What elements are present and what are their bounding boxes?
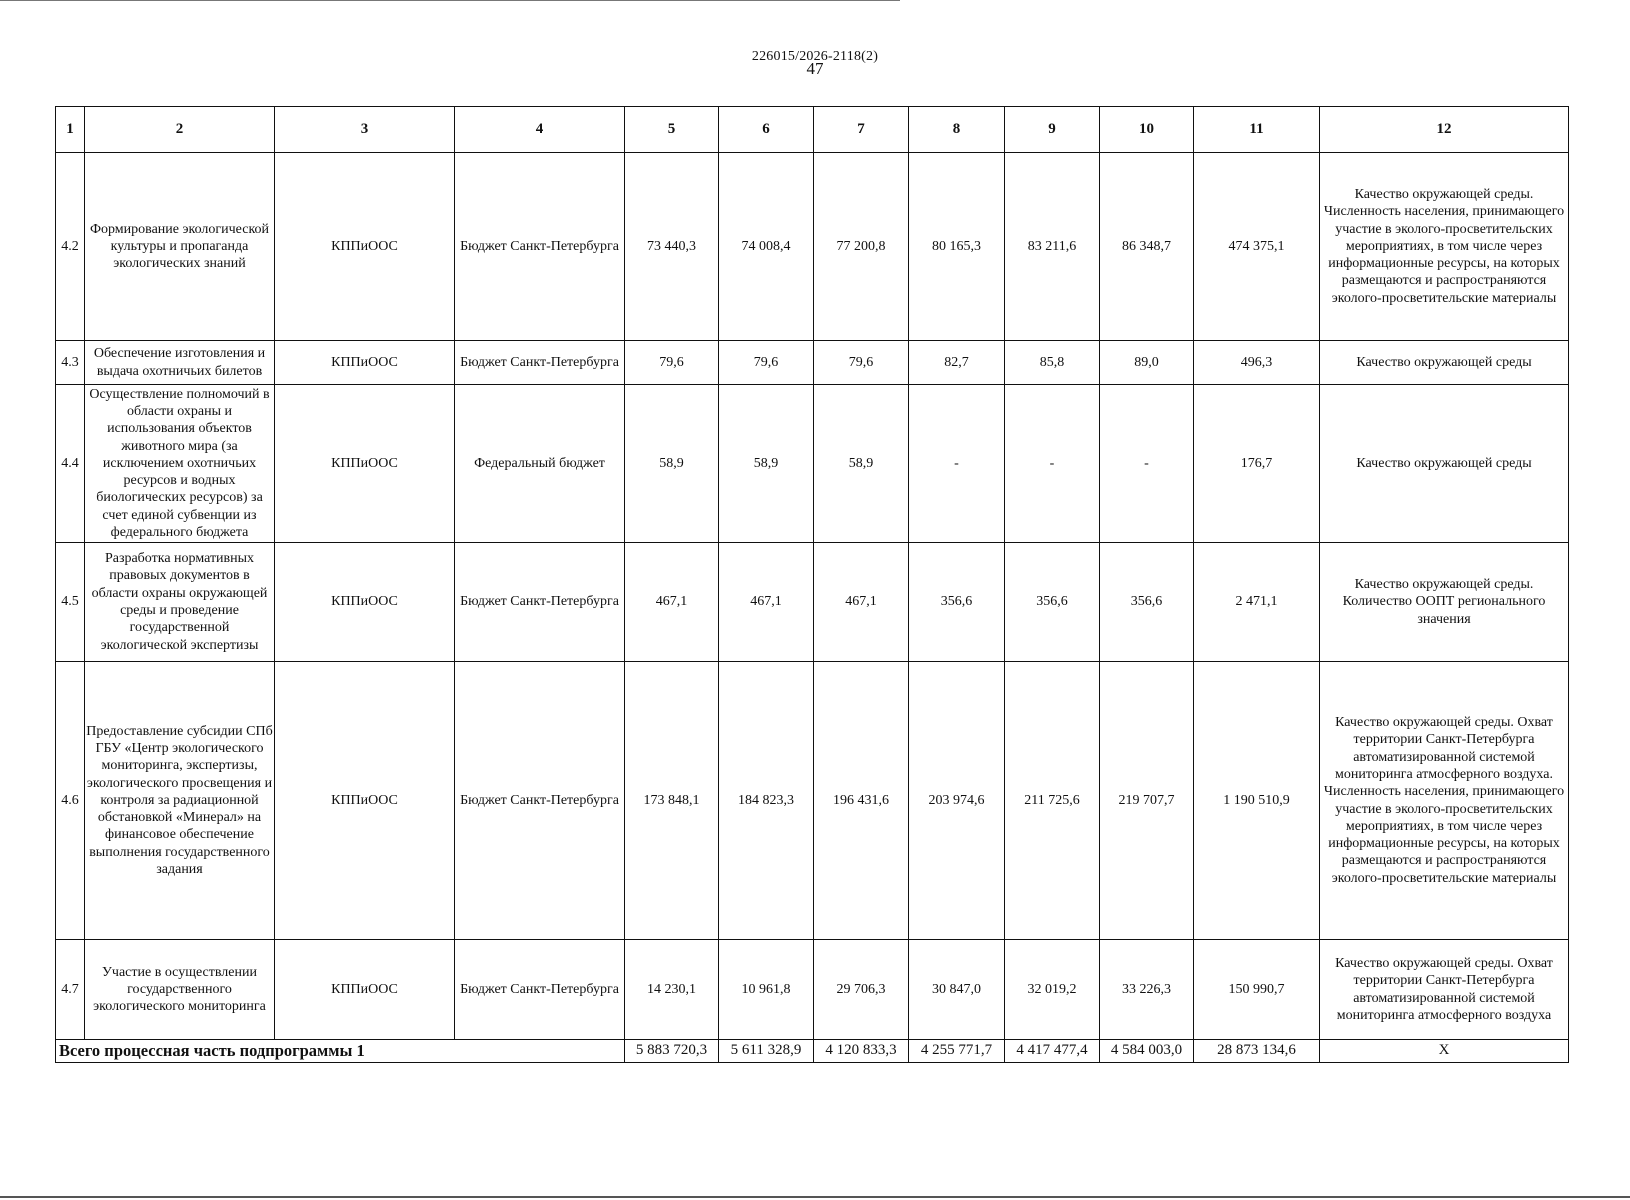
amount-cell: 80 165,3	[909, 153, 1005, 341]
total-label: Всего процессная часть подпрограммы 1	[56, 1040, 625, 1063]
amount-cell: 79,6	[719, 341, 814, 385]
column-header: 8	[909, 107, 1005, 153]
activity-name: Обеспечение изготовления и выдача охотничьих билетов	[85, 341, 275, 385]
amount-cell: 74 008,4	[719, 153, 814, 341]
column-header: 5	[625, 107, 719, 153]
amount-cell: 86 348,7	[1100, 153, 1194, 341]
amount-cell: -	[909, 385, 1005, 543]
activity-name: Разработка нормативных правовых документов в области охраны окружающей среды и проведение государственной экологической экспертизы	[85, 543, 275, 662]
funding-source: Федеральный бюджет	[455, 385, 625, 543]
amount-cell: 173 848,1	[625, 662, 719, 940]
scan-edge-top	[0, 0, 900, 1]
result-indicator: Качество окружающей среды. Численность населения, принимающего участие в эколого-просветительских мероприятиях, в том числе через информационные ресурсы, на которых размещаются и распространяются эколого-просветительские материалы	[1320, 153, 1569, 341]
page-number: 47	[806, 59, 824, 78]
executor: КППиООС	[275, 543, 455, 662]
amount-cell: 2 471,1	[1194, 543, 1320, 662]
column-header: 11	[1194, 107, 1320, 153]
amount-cell: 196 431,6	[814, 662, 909, 940]
table-row	[56, 153, 1569, 341]
amount-cell: 33 226,3	[1100, 940, 1194, 1040]
funding-source: Бюджет Санкт-Петербурга	[455, 662, 625, 940]
amount-cell: -	[1100, 385, 1194, 543]
activity-name: Участие в осуществлении государственного экологического мониторинга	[85, 940, 275, 1040]
executor: КППиООС	[275, 341, 455, 385]
amount-cell: 58,9	[814, 385, 909, 543]
scan-edge-bottom	[0, 1196, 1630, 1198]
amount-cell: 467,1	[814, 543, 909, 662]
amount-cell: 184 823,3	[719, 662, 814, 940]
row-number: 4.2	[56, 153, 85, 341]
column-header-row	[56, 107, 1569, 153]
amount-cell: 32 019,2	[1005, 940, 1100, 1040]
amount-cell: 10 961,8	[719, 940, 814, 1040]
amount-cell: 73 440,3	[625, 153, 719, 341]
funding-source: Бюджет Санкт-Петербурга	[455, 341, 625, 385]
amount-cell: 496,3	[1194, 341, 1320, 385]
total-amount-cell: 5 611 328,9	[719, 1040, 814, 1063]
activity-name: Предоставление субсидии СПб ГБУ «Центр экологического мониторинга, экспертизы, экологического просвещения и контроля за радиационной обстановкой «Минерал» на финансовое обеспечение выполнения государственного задания	[85, 662, 275, 940]
executor: КППиООС	[275, 662, 455, 940]
result-indicator: Качество окружающей среды	[1320, 341, 1569, 385]
table-row	[56, 341, 1569, 385]
table-row	[56, 543, 1569, 662]
executor: КППиООС	[275, 385, 455, 543]
budget-table	[55, 106, 1569, 1063]
executor: КППиООС	[275, 940, 455, 1040]
activity-name: Формирование экологической культуры и пропаганда экологических знаний	[85, 153, 275, 341]
total-amount-cell: 4 584 003,0	[1100, 1040, 1194, 1063]
amount-cell: 474 375,1	[1194, 153, 1320, 341]
amount-cell: 150 990,7	[1194, 940, 1320, 1040]
amount-cell: 85,8	[1005, 341, 1100, 385]
table-row	[56, 662, 1569, 940]
column-header: 2	[85, 107, 275, 153]
amount-cell: 467,1	[719, 543, 814, 662]
amount-cell: 356,6	[909, 543, 1005, 662]
activity-name: Осуществление полномочий в области охраны и использования объектов животного мира (за исключением охотничьих ресурсов и водных биологических ресурсов) за счет единой субвенции из федерального бюджета	[85, 385, 275, 543]
amount-cell: 30 847,0	[909, 940, 1005, 1040]
result-indicator: Качество окружающей среды. Охват территории Санкт-Петербурга автоматизированной системой мониторинга атмосферного воздуха	[1320, 940, 1569, 1040]
amount-cell: 219 707,7	[1100, 662, 1194, 940]
amount-cell: -	[1005, 385, 1100, 543]
result-indicator: Качество окружающей среды. Охват территории Санкт-Петербурга автоматизированной системой мониторинга атмосферного воздуха. Численность населения, принимающего участие в эколого-просветительских мероприятиях, в том числе через информационные ресурсы, на которых размещаются и распространяются эколого-просветительские материалы	[1320, 662, 1569, 940]
table-row	[56, 385, 1569, 543]
column-header: 6	[719, 107, 814, 153]
amount-cell: 89,0	[1100, 341, 1194, 385]
funding-source: Бюджет Санкт-Петербурга	[455, 940, 625, 1040]
total-result: Х	[1320, 1040, 1569, 1063]
column-header: 10	[1100, 107, 1194, 153]
amount-cell: 58,9	[719, 385, 814, 543]
column-header: 3	[275, 107, 455, 153]
column-header: 9	[1005, 107, 1100, 153]
amount-cell: 29 706,3	[814, 940, 909, 1040]
amount-cell: 83 211,6	[1005, 153, 1100, 341]
amount-cell: 79,6	[814, 341, 909, 385]
amount-cell: 211 725,6	[1005, 662, 1100, 940]
amount-cell: 77 200,8	[814, 153, 909, 341]
amount-cell: 1 190 510,9	[1194, 662, 1320, 940]
funding-source: Бюджет Санкт-Петербурга	[455, 153, 625, 341]
row-number: 4.7	[56, 940, 85, 1040]
amount-cell: 356,6	[1005, 543, 1100, 662]
amount-cell: 79,6	[625, 341, 719, 385]
total-amount-cell: 5 883 720,3	[625, 1040, 719, 1063]
column-header: 12	[1320, 107, 1569, 153]
amount-cell: 58,9	[625, 385, 719, 543]
total-amount-cell: 4 120 833,3	[814, 1040, 909, 1063]
total-amount-cell: 4 255 771,7	[909, 1040, 1005, 1063]
table-row	[56, 940, 1569, 1040]
total-row	[56, 1040, 1569, 1063]
amount-cell: 203 974,6	[909, 662, 1005, 940]
result-indicator: Качество окружающей среды. Количество ООПТ регионального значения	[1320, 543, 1569, 662]
row-number: 4.6	[56, 662, 85, 940]
row-number: 4.3	[56, 341, 85, 385]
total-amount-cell: 4 417 477,4	[1005, 1040, 1100, 1063]
row-number: 4.4	[56, 385, 85, 543]
funding-source: Бюджет Санкт-Петербурга	[455, 543, 625, 662]
amount-cell: 14 230,1	[625, 940, 719, 1040]
amount-cell: 82,7	[909, 341, 1005, 385]
row-number: 4.5	[56, 543, 85, 662]
amount-cell: 467,1	[625, 543, 719, 662]
result-indicator: Качество окружающей среды	[1320, 385, 1569, 543]
amount-cell: 356,6	[1100, 543, 1194, 662]
column-header: 7	[814, 107, 909, 153]
executor: КППиООС	[275, 153, 455, 341]
document-id: 226015/2026-2118(2)	[751, 49, 879, 64]
column-header: 4	[455, 107, 625, 153]
column-header: 1	[56, 107, 85, 153]
amount-cell: 176,7	[1194, 385, 1320, 543]
total-amount-cell: 28 873 134,6	[1194, 1040, 1320, 1063]
